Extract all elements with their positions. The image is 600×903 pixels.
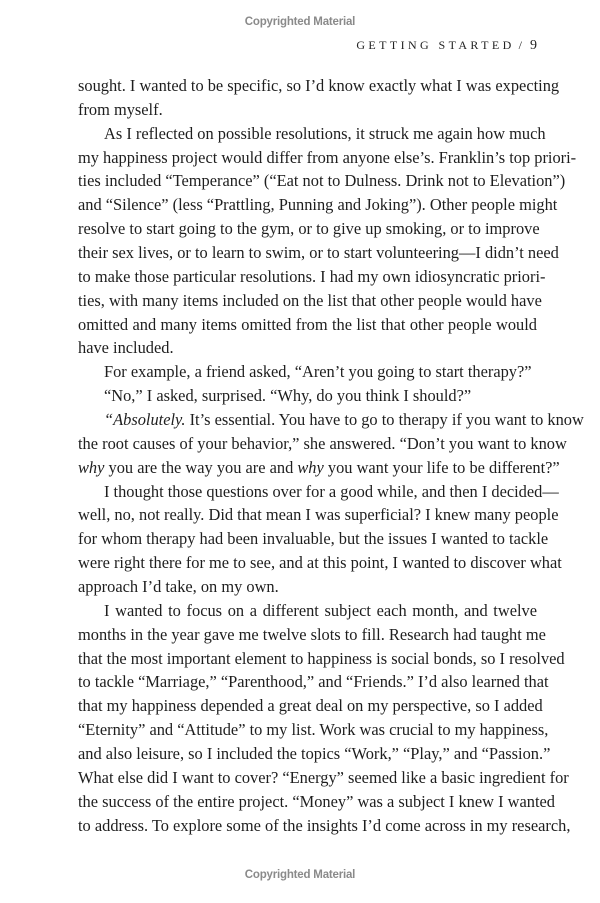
paragraph (78, 360, 537, 384)
text-line: omitted and many items omitted from the list that other people would (78, 314, 537, 334)
text-line: from myself. (78, 99, 163, 119)
text-line: to tackle “Marriage,” “Parenthood,” and “Friends.” I’d also learned that (78, 672, 549, 692)
text-line: have included. (78, 338, 174, 358)
text-line: the success of the entire project. “Money” was a subject I knew I wanted (78, 791, 555, 811)
text-line: “No,” I asked, surprised. “Why, do you think I should?” (104, 386, 472, 406)
page-number: 9 (530, 38, 537, 53)
paragraph (78, 408, 584, 480)
paragraph (78, 599, 571, 838)
copyright-watermark-top: Copyrighted Material (244, 16, 356, 28)
text-line: I wanted to focus on a different subject each month, and twelve (104, 600, 537, 620)
text-line: to make those particular resolutions. I had my own idiosyncratic priori- (78, 266, 546, 286)
text-segment: you want your life to be different?” (323, 457, 560, 477)
paragraph (78, 480, 562, 599)
text-segment: It’s essential. You have to go to therapy if you want to know (185, 410, 584, 430)
text-line: and also leisure, so I included the topics “Work,” “Play,” and “Passion.” (78, 744, 551, 764)
paragraph (78, 74, 560, 122)
text-line: resolve to start going to the gym, or to give up smoking, or to improve (78, 219, 540, 239)
text-line: ties, with many items included on the list that other people would have (78, 290, 542, 310)
text-line: What else did I want to cover? “Energy” seemed like a basic ingredient for (78, 767, 569, 787)
text-line: and “Silence” (less “Prattling, Punning and Joking”). Other people might (78, 195, 558, 215)
text-line: For example, a friend asked, “Aren’t you going to start therapy?” (104, 362, 532, 382)
italic-text: why (78, 457, 105, 477)
text-line: for whom therapy had been invaluable, but the issues I wanted to tackle (78, 529, 549, 549)
paragraph (78, 122, 577, 361)
text-line: their sex lives, or to learn to swim, or to start volunteering—I didn’t need (78, 243, 559, 263)
text-line: were right there for me to see, and at this point, I wanted to discover what (78, 553, 562, 573)
paragraph (78, 384, 537, 408)
text-line: “Eternity” and “Attitude” to my list. Work was crucial to my happiness, (78, 720, 549, 740)
text-line (78, 408, 584, 432)
text-line: ties included “Temperance” (“Eat not to Dulness. Drink not to Elevation”) (78, 171, 566, 191)
text-line: that my happiness depended a great deal on my perspective, so I added (78, 696, 543, 716)
running-head-title: GETTING STARTED (356, 38, 515, 52)
text-line: well, no, not really. Did that mean I was superficial? I knew many people (78, 505, 559, 525)
text-line: that the most important element to happiness is social bonds, so I resolved (78, 648, 565, 668)
text-line: to address. To explore some of the insights I’d come across in my research, (78, 815, 571, 835)
text-line: months in the year gave me twelve slots to fill. Research had taught me (78, 624, 546, 644)
text-line: sought. I wanted to be specific, so I’d know exactly what I was expecting (78, 76, 560, 95)
running-head (356, 38, 537, 54)
body-text (78, 74, 584, 838)
text-line: approach I’d take, on my own. (78, 577, 279, 597)
text-line: my happiness project would differ from anyone else’s. Franklin’s top priori- (78, 147, 577, 167)
text-segment: you are the way you are and (104, 457, 298, 477)
italic-text: “Absolutely. (104, 410, 186, 430)
text-line: I thought those questions over for a good while, and then I decided— (104, 481, 559, 501)
running-head-separator: / (518, 38, 522, 52)
italic-text: why (297, 457, 324, 477)
text-line: the root causes of your behavior,” she answered. “Don’t you want to know (78, 433, 567, 453)
text-line: As I reflected on possible resolutions, it struck me again how much (104, 123, 546, 143)
copyright-watermark-bottom: Copyrighted Material (244, 869, 356, 881)
text-line (78, 456, 560, 480)
